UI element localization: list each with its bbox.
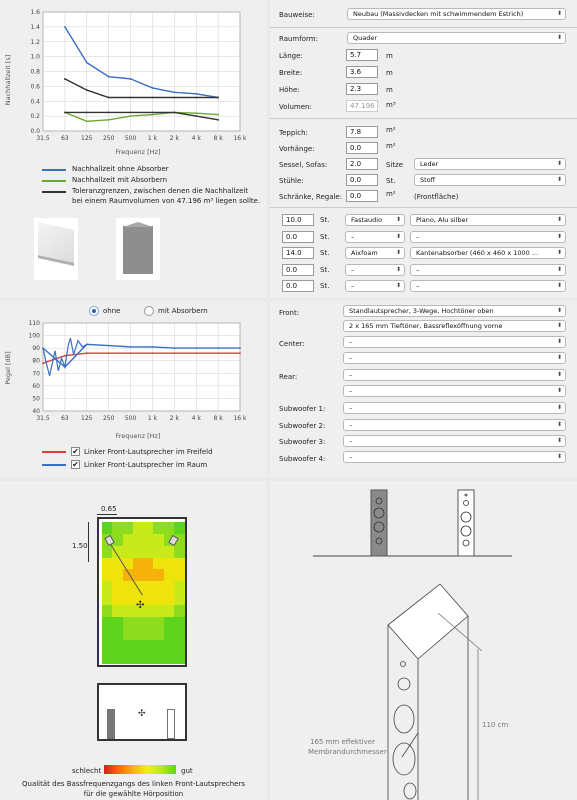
speaker-3d-drawing bbox=[388, 584, 482, 800]
volumen-field: 47.196 bbox=[346, 100, 378, 112]
absorber-image-plano bbox=[34, 218, 78, 280]
spl-xtick: 2 k bbox=[169, 415, 179, 422]
spl-point bbox=[152, 352, 154, 354]
rv-point bbox=[152, 87, 154, 89]
absorber-brand-select[interactable]: – ⬍ bbox=[345, 264, 405, 276]
rv-xtick: 16 k bbox=[233, 135, 247, 142]
sub4-select[interactable]: – ⬍ bbox=[343, 451, 566, 463]
sub3-label: Subwoofer 3: bbox=[279, 438, 326, 446]
room-form-panel bbox=[270, 0, 577, 298]
room-map-panel bbox=[0, 481, 267, 800]
spl-ytick: 50 bbox=[32, 395, 40, 403]
rear-select-2[interactable]: – ⬍ bbox=[343, 385, 566, 397]
spl-point bbox=[130, 346, 132, 348]
stuehle-unit: St. bbox=[386, 177, 396, 185]
rv-xtick: 500 bbox=[124, 135, 137, 142]
listener-icon: ✣ bbox=[136, 600, 145, 611]
spl-xtick: 16 k bbox=[233, 415, 247, 422]
radio-mit-absorbern[interactable] bbox=[144, 306, 154, 316]
rv-ytick: 0.0 bbox=[30, 128, 40, 135]
legend-room: Linker Front-Lautsprecher im Raum bbox=[84, 461, 208, 469]
rv-ytick: 1.6 bbox=[30, 9, 40, 16]
legend-without: Nachhallzeit ohne Absorber bbox=[72, 165, 169, 173]
laenge-input[interactable]: 5.7 bbox=[346, 49, 378, 61]
rv-xtick: 2 k bbox=[169, 135, 179, 142]
spl-point bbox=[152, 346, 154, 348]
spl-point bbox=[195, 352, 197, 354]
sessel-input[interactable]: 2.0 bbox=[346, 158, 378, 170]
rv-point bbox=[86, 120, 88, 122]
absorber-unit: St. bbox=[320, 232, 330, 241]
spl-xtick: 500 bbox=[124, 415, 137, 422]
sub2-label: Subwoofer 2: bbox=[279, 422, 326, 430]
spl-point bbox=[239, 347, 241, 349]
caption-line-1: Qualität des Bassfrequenzgangs des linken Front-Lautsprechers bbox=[22, 780, 245, 788]
rv-point bbox=[108, 97, 110, 99]
rv-ytick: 1.4 bbox=[30, 23, 40, 31]
schraenke-input[interactable]: 0.0 bbox=[346, 190, 378, 202]
rv-point bbox=[108, 112, 110, 114]
speaker-drawing-panel bbox=[270, 481, 577, 800]
absorber-qty-input[interactable]: 0.0 bbox=[282, 280, 314, 292]
spl-ytick: 90 bbox=[32, 345, 40, 353]
rv-ytick: 0.6 bbox=[30, 83, 40, 91]
elevation-speaker-right bbox=[167, 709, 175, 739]
speaker-panel bbox=[270, 301, 577, 478]
absorber-brand-select[interactable]: Fastaudio ⬍ bbox=[345, 214, 405, 226]
rv-point bbox=[152, 112, 154, 114]
breite-input[interactable]: 3.6 bbox=[346, 66, 378, 78]
reverb-y-label: Nachhallzeit [s] bbox=[4, 54, 12, 106]
rv-point bbox=[64, 78, 66, 80]
spl-ytick: 70 bbox=[32, 370, 40, 378]
vorhaenge-label: Vorhänge: bbox=[279, 145, 315, 153]
schraenke-unit: m² bbox=[386, 190, 396, 198]
rv-ytick: 0.8 bbox=[30, 68, 40, 76]
raumform-select[interactable]: Quader ⬍ bbox=[347, 32, 566, 44]
spl-point bbox=[173, 347, 175, 349]
rear-label: Rear: bbox=[279, 373, 298, 381]
volumen-label: Volumen: bbox=[279, 103, 312, 111]
rv-point bbox=[195, 97, 197, 99]
rv-xtick: 4 k bbox=[191, 135, 201, 142]
absorber-product-select[interactable]: – ⬍ bbox=[410, 231, 566, 243]
center-select-2[interactable]: – ⬍ bbox=[343, 352, 566, 364]
rv-xtick: 63 bbox=[61, 135, 69, 142]
legend-tolerance-2: bei einem Raumvolumen von 47.196 m³ liegen sollte. bbox=[72, 197, 261, 205]
absorber-unit: St. bbox=[320, 216, 330, 224]
rv-xtick: 250 bbox=[102, 135, 115, 142]
sub1-select[interactable]: – ⬍ bbox=[343, 402, 566, 414]
spl-xtick: 125 bbox=[81, 415, 93, 422]
rv-ytick: 0.4 bbox=[30, 98, 40, 106]
spl-point bbox=[173, 352, 175, 354]
quality-scale bbox=[104, 765, 176, 774]
reverb-x-label: Frequenz [Hz] bbox=[115, 148, 161, 156]
sub4-label: Subwoofer 4: bbox=[279, 455, 326, 463]
spl-x-label: Frequenz [Hz] bbox=[115, 432, 161, 440]
spl-ytick: 100 bbox=[28, 332, 40, 340]
absorber-product-select[interactable]: Kantenabsorber (460 x 460 x 1000 ... ⬍ bbox=[410, 247, 566, 259]
absorber-product-select[interactable]: Plano, Alu silber ⬍ bbox=[410, 214, 566, 226]
front-label: Front: bbox=[279, 309, 300, 317]
hoehe-input[interactable]: 2.3 bbox=[346, 83, 378, 95]
spl-point bbox=[42, 362, 44, 364]
spl-point bbox=[195, 347, 197, 349]
breite-unit: m bbox=[386, 69, 393, 77]
front-woofer-select[interactable]: 2 x 165 mm Tieftöner, Bassreflexöffnung vorne ⬍ bbox=[343, 320, 566, 332]
volumen-unit: m³ bbox=[386, 101, 396, 109]
sessel-material-select[interactable]: Leder ⬍ bbox=[414, 158, 566, 170]
rv-point bbox=[152, 114, 154, 116]
teppich-label: Teppich: bbox=[279, 129, 308, 137]
stuehle-label: Stühle: bbox=[279, 177, 304, 185]
absorber-qty-input[interactable]: 10.0 bbox=[282, 214, 314, 226]
sub2-select[interactable]: – ⬍ bbox=[343, 419, 566, 431]
spl-xtick: 8 k bbox=[213, 415, 223, 422]
laenge-label: Länge: bbox=[279, 52, 303, 60]
rv-ytick: 0.2 bbox=[30, 113, 40, 121]
spl-chart bbox=[0, 318, 267, 443]
front-speaker-select[interactable]: Standlautsprecher, 3-Wege, Hochtöner oben ⬍ bbox=[343, 305, 566, 317]
absorber-unit: St. bbox=[320, 249, 330, 257]
rv-point bbox=[130, 78, 132, 80]
spl-ytick: 80 bbox=[32, 357, 40, 365]
scale-good-label: gut bbox=[181, 767, 193, 775]
teppich-unit: m² bbox=[386, 126, 396, 134]
dim-height-label: 1.50 bbox=[72, 542, 88, 550]
spl-point bbox=[130, 352, 132, 354]
rv-point bbox=[195, 115, 197, 117]
spl-ytick: 110 bbox=[28, 320, 40, 327]
legend-with: Nachhallzeit mit Absorbern bbox=[72, 176, 168, 184]
laenge-unit: m bbox=[386, 52, 393, 60]
rv-point bbox=[173, 112, 175, 114]
absorber-brand-select[interactable]: – ⬍ bbox=[345, 231, 405, 243]
teppich-input[interactable]: 7.8 bbox=[346, 126, 378, 138]
spl-point bbox=[217, 352, 219, 354]
rv-point bbox=[130, 97, 132, 99]
absorber-qty-input[interactable]: 0.0 bbox=[282, 264, 314, 276]
schraenke-label: Schränke, Regale: bbox=[279, 193, 343, 201]
legend-free: Linker Front-Lautsprecher im Freifeld bbox=[84, 448, 213, 456]
sessel-label: Sessel, Sofas: bbox=[279, 161, 328, 169]
reverb-panel bbox=[0, 0, 267, 298]
spl-ytick: 60 bbox=[32, 382, 40, 390]
height-dimension-label: 110 cm bbox=[482, 721, 509, 729]
membrane-label-2: Membrandurchmesser bbox=[308, 748, 387, 756]
stuehle-material-select[interactable]: Stoff ⬍ bbox=[414, 174, 566, 186]
legend-tolerance-1: Toleranzgrenzen, zwischen denen die Nachhallzeit bbox=[72, 187, 249, 195]
rv-xtick: 31.5 bbox=[36, 135, 50, 142]
hoehe-unit: m bbox=[386, 86, 393, 94]
membrane-label-1: 165 mm effektiver bbox=[310, 738, 375, 746]
vorhaenge-unit: m² bbox=[386, 142, 396, 150]
rv-point bbox=[86, 62, 88, 64]
rv-xtick: 125 bbox=[81, 135, 93, 142]
spl-point bbox=[108, 345, 110, 347]
checkbox-room[interactable]: ✔ bbox=[72, 460, 79, 469]
spl-point bbox=[108, 352, 110, 354]
rv-ytick: 1.2 bbox=[30, 38, 40, 46]
absorber-unit: St. bbox=[320, 265, 330, 274]
sub3-select[interactable]: – ⬍ bbox=[343, 435, 566, 447]
absorber-product-select[interactable]: – ⬍ bbox=[410, 280, 566, 292]
legend-line-room bbox=[42, 464, 66, 466]
rv-point bbox=[86, 89, 88, 91]
rv-point bbox=[86, 112, 88, 114]
spl-xtick: 250 bbox=[102, 415, 115, 422]
radio-mit-absorbern-label[interactable]: mit Absorbern bbox=[158, 307, 208, 315]
bauweise-label: Bauweise: bbox=[279, 11, 315, 19]
rv-point bbox=[217, 119, 219, 121]
absorber-brand-select[interactable]: – ⬍ bbox=[345, 280, 405, 292]
spl-xtick: 4 k bbox=[191, 415, 201, 422]
absorber-qty-input[interactable]: 14.0 bbox=[282, 247, 314, 259]
rv-point bbox=[108, 76, 110, 78]
rv-point bbox=[173, 97, 175, 99]
absorber-product-select[interactable]: – ⬍ bbox=[410, 264, 566, 276]
schraenke-note: (Frontfläche) bbox=[414, 193, 459, 201]
spl-point bbox=[239, 352, 241, 354]
front-view-speaker-filled bbox=[371, 490, 387, 556]
absorber-qty-input[interactable]: 0.0 bbox=[282, 231, 314, 243]
radio-ohne-label[interactable]: ohne bbox=[103, 307, 121, 315]
spl-point bbox=[86, 352, 88, 354]
rv-point bbox=[217, 114, 219, 116]
rv-point bbox=[130, 115, 132, 117]
spl-point bbox=[64, 355, 66, 357]
absorber-image-kantenabsorber bbox=[116, 218, 160, 280]
spl-xtick: 63 bbox=[61, 415, 69, 422]
spl-y-label: Pegel [dB] bbox=[4, 351, 12, 385]
reverb-chart bbox=[0, 0, 267, 160]
center-label: Center: bbox=[279, 340, 305, 348]
center-select-1[interactable]: – ⬍ bbox=[343, 336, 566, 348]
rv-point bbox=[152, 97, 154, 99]
spl-point bbox=[217, 347, 219, 349]
rv-ytick: 1.0 bbox=[30, 53, 40, 61]
bauweise-select[interactable]: Neubau (Massivdecken mit schwimmendem Estrich) ⬍ bbox=[347, 8, 566, 20]
hoehe-label: Höhe: bbox=[279, 86, 300, 94]
sessel-unit: Sitze bbox=[386, 161, 404, 169]
rv-point bbox=[195, 112, 197, 114]
scale-bad-label: schlecht bbox=[72, 767, 102, 775]
legend-line-free bbox=[42, 451, 66, 453]
rv-point bbox=[130, 112, 132, 114]
sub1-label: Subwoofer 1: bbox=[279, 405, 326, 413]
rv-point bbox=[195, 93, 197, 95]
legend-line-tolerance bbox=[42, 191, 66, 193]
rv-point bbox=[64, 112, 66, 114]
room-elevation bbox=[97, 683, 187, 741]
rv-point bbox=[173, 91, 175, 93]
checkbox-free[interactable]: ✔ bbox=[72, 447, 79, 456]
room-heatmap bbox=[97, 517, 187, 667]
elevation-listener-icon: ✣ bbox=[138, 709, 146, 719]
absorber-unit: St. bbox=[320, 282, 330, 290]
spl-panel bbox=[0, 301, 267, 478]
spl-xtick: 31.5 bbox=[36, 415, 50, 422]
legend-line-with bbox=[42, 180, 66, 182]
vorhaenge-input[interactable]: 0.0 bbox=[346, 142, 378, 154]
dim-width-label: 0.65 bbox=[101, 505, 117, 513]
spl-ytick: 40 bbox=[32, 408, 40, 415]
breite-label: Breite: bbox=[279, 69, 303, 77]
raumform-label: Raumform: bbox=[279, 35, 318, 43]
rv-point bbox=[64, 26, 66, 28]
spl-xtick: 1 k bbox=[147, 415, 158, 422]
stuehle-input[interactable]: 0.0 bbox=[346, 174, 378, 186]
rv-xtick: 1 k bbox=[147, 135, 158, 142]
elevation-speaker-left bbox=[107, 709, 115, 739]
rv-point bbox=[108, 119, 110, 121]
caption-line-2: für die gewählte Hörposition bbox=[83, 790, 184, 798]
legend-line-without bbox=[42, 169, 66, 171]
radio-ohne[interactable] bbox=[89, 306, 99, 316]
rear-select-1[interactable]: – ⬍ bbox=[343, 369, 566, 381]
rv-xtick: 8 k bbox=[213, 135, 223, 142]
absorber-brand-select[interactable]: Aixfoam ⬍ bbox=[345, 247, 405, 259]
rv-point bbox=[217, 97, 219, 99]
